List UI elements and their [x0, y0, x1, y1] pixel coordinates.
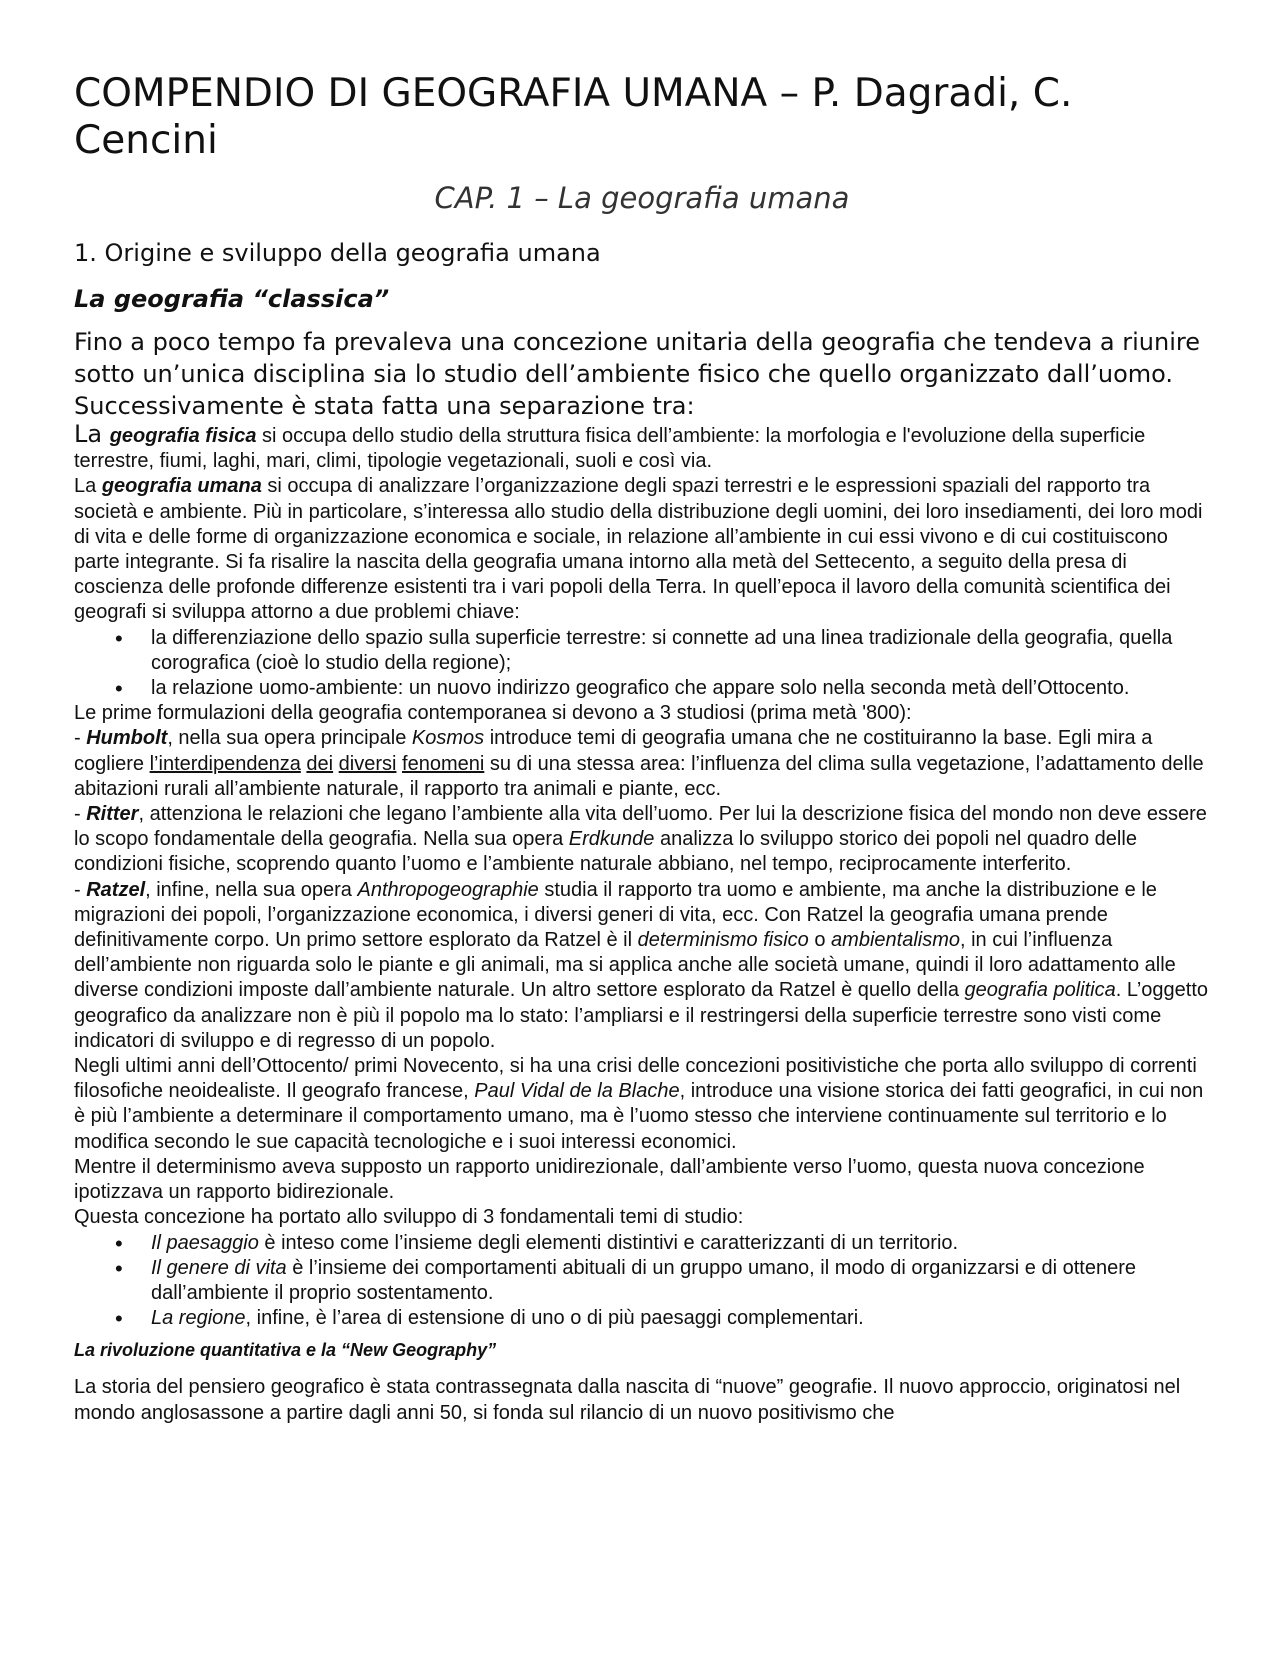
list-item: • la differenziazione dello spazio sulla superficie terrestre: si connette ad una linea tradizionale della geografia, quella corografica (cioè lo studio della regione); [151, 626, 1210, 676]
list-item-text: è l’insieme dei comportamenti abituali di un gruppo umano, il modo di organizzarsi e di ottenere dall’ambiente il proprio sostentamento. [151, 1256, 1136, 1304]
list-item [151, 1306, 1210, 1331]
paragraph-geografia-fisica [74, 422, 1210, 474]
paragraph-negli-ultimi-anni [74, 1054, 1210, 1155]
underlined-word: dei [306, 752, 334, 775]
list-item: • la relazione uomo-ambiente: un nuovo indirizzo geografico che appare solo nella seconda metà dell’Ottocento. [151, 676, 1210, 701]
paragraph-text: , in cui l’influenza dell’ambiente non riguarda solo le piante e gli animali, ma si applica anche alle società umane, quindi il loro adattamento alle diverse condizioni imposte dall’ambiente naturale. Un altro settore esplorato da Ratzel è quello della [74, 929, 1176, 1002]
dash: - [74, 878, 87, 901]
subsection-heading: La geografia “classica” [74, 285, 390, 313]
dash: - [74, 803, 87, 826]
work-title: Erdkunde [568, 828, 655, 851]
document-page [74, 70, 1210, 1426]
italic-term: ambientalismo [831, 929, 960, 952]
paragraph-text: , nella sua opera principale [167, 727, 412, 750]
paragraph-text: , introduce una visione storica dei fatti geografici, in cui non è più l’ambiente a determinare il comportamento umano, ma è l’uomo stesso che interviene continuamente sul territorio e lo modifica secondo le sue capacità tecnologiche e i suoi interessi economici. [74, 1080, 1204, 1153]
paragraph-text: , attenziona le relazioni che legano l’ambiente alla vita dell’uomo. Per lui la descrizione fisica del mondo non deve essere lo scopo fondamentale della geografia. Nella sua opera [74, 803, 1207, 851]
paragraph-storia: La storia del pensiero geografico è stata contrassegnata dalla nascita di “nuove” geografie. Il nuovo approccio, originatosi nel mondo anglosassone a partire dagli anni 50, si fonda sul rilancio di un nuovo positivismo che [74, 1376, 1181, 1424]
subsection-heading-rivoluzione: La rivoluzione quantitativa e la “New Geography” [74, 1340, 497, 1361]
term: geografia fisica [109, 425, 257, 447]
list-item-text: , infine, è l’area di estensione di uno o di più paesaggi complementari. [245, 1307, 864, 1330]
dash: - [74, 727, 87, 750]
scholar-name: Humbolt [86, 727, 168, 750]
paragraph-ritter [74, 802, 1210, 878]
paragraph-mentre: Mentre il determinismo aveva supposto un rapporto unidirezionale, dall’ambiente verso l’uomo, questa nuova concezione ipotizzava un rapporto bidirezionale. [74, 1155, 1145, 1204]
paragraph-text: Negli ultimi anni dell’Ottocento/ primi Novecento, si ha una crisi delle concezioni positivistiche che porta allo sviluppo di correnti filosofiche neoidealiste. Il geografo francese, [74, 1055, 1197, 1103]
paragraph-questa-concezione: Questa concezione ha portato allo sviluppo di 3 fondamentali temi di studio: [74, 1206, 744, 1229]
scholar-name: Ritter [86, 803, 139, 826]
paragraph-humbolt [74, 726, 1210, 802]
italic-term: determinismo fisico [637, 929, 809, 952]
italic-term: La regione [151, 1307, 246, 1330]
document-title: COMPENDIO DI GEOGRAFIA UMANA – P. Dagradi, C. Cencini [74, 71, 1073, 163]
paragraph-lead: La [74, 475, 102, 498]
italic-term: geografia politica [964, 979, 1116, 1002]
paragraph-text: studia il rapporto tra uomo e ambiente, ma anche la distribuzione e le migrazioni dei popoli, l’organizzazione economica, i diversi generi di vita, ecc. Con Ratzel la geografia umana prende definitivamente corpo. Un primo settore esplorato da Ratzel è il [74, 878, 1157, 952]
paragraph-text: introduce temi di geografia umana che ne costituiranno la base. Egli mira a cogliere [74, 727, 1153, 775]
scholar-name: Ratzel [86, 878, 146, 901]
italic-term: Il paesaggio [151, 1231, 259, 1254]
paragraph-lead: La [74, 420, 110, 448]
chapter-title: CAP. 1 – La geografia umana [434, 181, 850, 215]
bullet-list-problems [74, 626, 1210, 702]
bullet-list-themes [74, 1231, 1210, 1332]
list-item-text: è inteso come l’insieme degli elementi distintivi e caratterizzanti di un territorio. [258, 1231, 959, 1254]
paragraph-text: o [808, 929, 832, 952]
paragraph-ratzel [74, 878, 1210, 1054]
body-text [74, 422, 1210, 1426]
section-heading: 1. Origine e sviluppo della geografia umana [74, 239, 601, 267]
paragraph-text: analizza lo sviluppo storico dei popoli nel quadro delle condizioni fisiche, scoprendo quanto l’uomo e l’ambiente naturale abbiano, nel tempo, reciprocamente interferito. [74, 828, 1137, 876]
paragraph-text: si occupa dello studio della struttura fisica dell’ambiente: la morfologia e l'evoluzione della superficie terrestre, fiumi, laghi, mari, climi, tipologie vegetazionali, suoli e così via. [74, 425, 1146, 473]
paragraph-text: . L’oggetto geografico da analizzare non è più il popolo ma lo stato: l’ampliarsi e il restringersi della superficie terrestre sono visti come indicatori di sviluppo e di regresso di un popolo. [74, 979, 1209, 1052]
list-item [151, 1231, 1210, 1256]
list-item [151, 1256, 1210, 1306]
intro-paragraph: Fino a poco tempo fa prevaleva una concezione unitaria della geografia che tendeva a riunire sotto un’unica disciplina sia lo studio dell’ambiente fisico che quello organizzato dall’uomo. Successivamente è stata fatta una separazione tra: [74, 328, 1200, 420]
italic-term: Il genere di vita [151, 1256, 287, 1279]
underlined-word: diversi [338, 752, 397, 775]
underlined-word: l’interdipendenza [149, 752, 301, 775]
paragraph-text: , infine, nella sua opera [145, 878, 358, 901]
paragraph-prime-formulazioni: Le prime formulazioni della geografia contemporanea si devono a 3 studiosi (prima metà '800): [74, 702, 912, 725]
paragraph-geografia-umana [74, 474, 1210, 625]
underlined-word: fenomeni [402, 752, 485, 775]
paragraph-text: su di una stessa area: l’influenza del clima sulla vegetazione, l’adattamento delle abitazioni rurali all’ambiente naturale, il rapporto tra animali e piante, ecc. [74, 752, 1204, 800]
paragraph-text: si occupa di analizzare l’organizzazione degli spazi terrestri e le espressioni spaziali del rapporto tra società e ambiente. Più in particolare, s’interessa allo studio della distribuzione degli uomini, dei loro insediamenti, dei loro modi di vita e delle forme di organizzazione economica e sociale, in relazione all’ambiente in cui essi vivono e di cui costituiscono parte integrante. Si fa risalire la nascita della geografia umana intorno alla metà del Settecento, a seguito della presa di coscienza delle profonde differenze esistenti tra i vari popoli della Terra. In quell’epoca il lavoro della comunità scientifica dei geografi si sviluppa attorno a due problemi chiave: [74, 475, 1203, 624]
work-title: Kosmos [411, 727, 485, 750]
work-title: Anthropogeographie [357, 878, 539, 901]
term: geografia umana [101, 475, 262, 498]
scholar-name: Paul Vidal de la Blache [474, 1080, 680, 1103]
spacer [74, 1363, 1210, 1375]
